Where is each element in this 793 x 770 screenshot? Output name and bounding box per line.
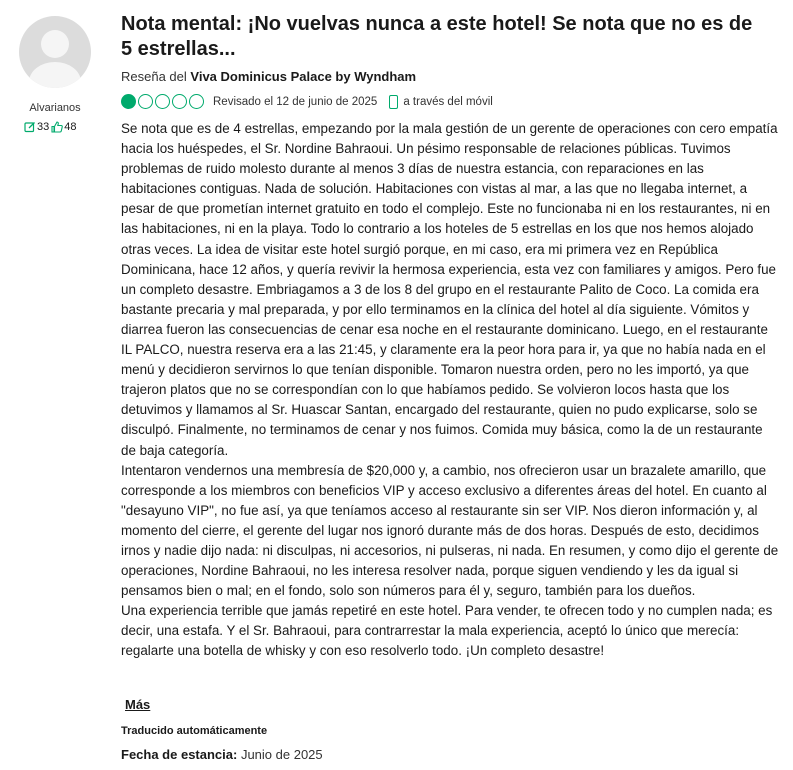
rating-bubble-empty xyxy=(189,94,204,109)
review-body xyxy=(121,119,781,662)
review-paragraph: Se nota que es de 4 estrellas, empezando por la mala gestión de un gerente de operaciones con cero empatía hacia los huéspedes, el Sr. Nordine Bahraoui. Un pésimo responsable de relaciones públicas. Tuvimos problemas de ruido molesto durante al menos 3 días de nuestra estancia, con reparaciones en las habitaciones contiguas. Nada de solución. Habitaciones con vistas al mar, a las que no llegaba internet, a pesar de que prometían internet gratuito en todo el complejo. Este no funcionaba ni en los restaurantes, ni en las habitaciones, ni en la playa. Todo lo contrario a los hoteles de 5 estrellas en los que nos hemos alojado otras veces. La idea de visitar este hotel surgió porque, en mi caso, era mi primera vez en República Dominicana, hace 12 años, y quería revivir la hermosa experiencia, esta vez con familiares y amigos. Pero fue un completo desastre. Embriagamos a 3 de los 8 del grupo en el restaurante Palito de Coco. La comida era bastante precaria y mal preparada, y por ello terminamos en la clínica del hotel al día siguiente. Vómitos y diarrea fueron las consecuencias de cenar esa noche en el restaurante dominicano. Luego, en el restaurante IL PALCO, nuestra reserva era a las 21:45, y claramente era la peor hora para ir, ya que no había nada en el menú y decidieron servirnos lo que tenían disponible. Tomaron nuestra orden, pero no les importó, ya que trajeron platos que no se correspondían con lo que habíamos pedido. Se volvieron locos hasta que los detuvimos y llamamos al Sr. Huascar Santan, encargado del restaurante, quien no pudo explicarse, solo se disculpó. Finalmente, no terminamos de cenar y nos fuimos. Comida muy básica, como la de un restaurante de baja categoría. xyxy=(121,121,778,458)
translated-label: Traducido automáticamente xyxy=(121,725,268,737)
mobile-phone-icon xyxy=(389,95,398,109)
rating-bubble-empty xyxy=(138,94,153,109)
review-paragraph: Intentaron vendernos una membresía de $20,000 y, a cambio, nos ofrecieron usar un brazalete amarillo, que corresponde a los miembros con beneficios VIP y acceso exclusivo a diferentes áreas del hotel. En cuanto al "desayuno VIP", no fue así, ya que teníamos acceso al restaurante sin ser VIP. Nos dieron información y, al momento del cierre, el gerente del lugar nos ignoró durante más de dos horas. Después de esto, decidimos irnos y nadie dijo nada: ni disculpas, ni accesorios, ni pulseras, ni nada. En resumen, y como dijo el gerente de operaciones, Nordine Bahraoui, no les interesa resolver nada, porque siguen vendiendo y les da igual si pensamos bien o mal; en el fondo, solo son números para él y, seguro, también para los dueños. xyxy=(121,462,779,599)
hotel-name-link[interactable]: Viva Dominicus Palace by Wyndham xyxy=(190,69,417,84)
review-meta xyxy=(121,93,493,110)
helpful-votes-stat xyxy=(51,121,76,133)
rating-bubble-empty xyxy=(155,94,170,109)
stay-date xyxy=(121,747,323,762)
review-of xyxy=(121,69,416,84)
review-title[interactable]: Nota mental: ¡No vuelvas nunca a este hotel! Se nota que no es de 5 estrellas... xyxy=(121,13,753,60)
contributions-stat xyxy=(24,121,49,133)
avatar-head-shape xyxy=(41,30,69,58)
stay-date-label: Fecha de estancia: xyxy=(121,747,238,762)
reviewer-stats xyxy=(24,121,79,133)
review-date: Revisado el 12 de junio de 2025 xyxy=(213,95,378,108)
rating-bubbles xyxy=(121,94,204,109)
edit-icon xyxy=(24,121,36,133)
avatar-body-shape xyxy=(29,62,81,88)
review-of-prefix: Reseña del xyxy=(121,69,187,84)
review-paragraph: Una experiencia terrible que jamás repetiré en este hotel. Para vender, te ofrecen todo y no cumplen nada; es decir, una estafa. Y el Sr. Bahraoui, para contrarrestar la mala experiencia, aceptó lo único que merecía: regalarte una botella de whisky y con eso resolverlo todo. ¡Un completo desastre! xyxy=(121,603,773,659)
helpful-votes-count: 48 xyxy=(64,121,77,133)
rating-bubble-empty xyxy=(172,94,187,109)
mobile-label: a través del móvil xyxy=(403,95,493,108)
rating-bubble-filled xyxy=(121,94,136,109)
stay-date-value: Junio de 2025 xyxy=(240,747,323,762)
contributions-count: 33 xyxy=(37,121,50,133)
thumbs-up-icon xyxy=(51,121,63,133)
mobile-badge xyxy=(389,95,492,109)
avatar[interactable] xyxy=(19,16,91,88)
more-link[interactable]: Más xyxy=(125,697,151,712)
reviewer-name[interactable]: Alvarianos xyxy=(29,102,81,114)
